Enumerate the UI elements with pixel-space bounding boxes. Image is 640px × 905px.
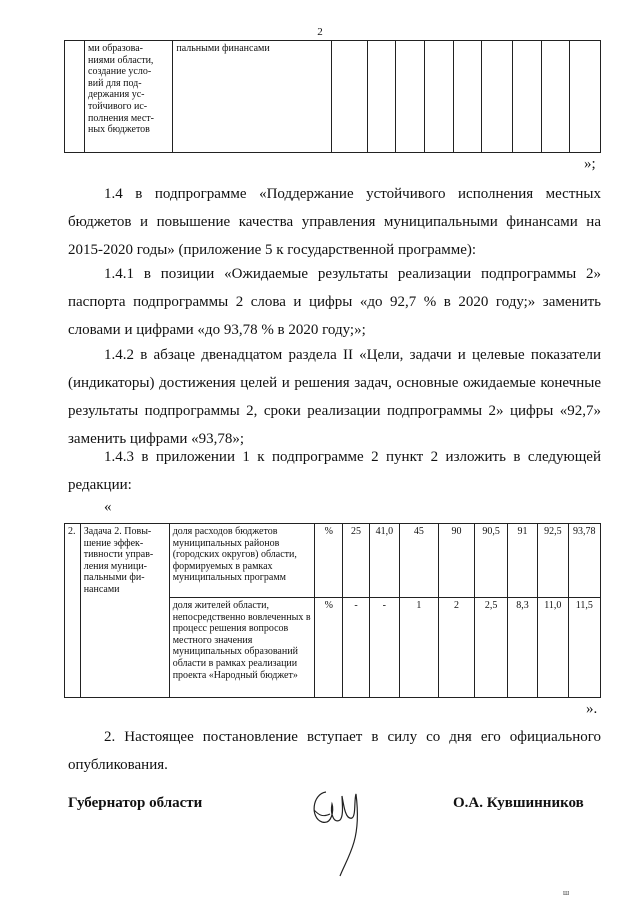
- table-cell-indicator: пальными финансами: [173, 41, 332, 153]
- table-cell-value: 93,78: [568, 524, 600, 598]
- table-cell-empty: [481, 41, 512, 153]
- table-cell-number: 2.: [65, 524, 81, 698]
- table-cell-value: 90: [438, 524, 475, 598]
- table-cell-empty: [512, 41, 541, 153]
- paragraph-2: 2. Настоящее постановление вступает в силу со дня его официального опубликования.: [68, 729, 601, 773]
- paragraph-1-4: 1.4 в подпрограмме «Поддержание устойчивого исполнения местных бюджетов и повышение качества управления муниципальными финансами на 2015-2020 годы» (приложение 5 к государственной программе):: [68, 186, 601, 258]
- table-cell-task: ми образова- ниями области, создание усло- вий для под- держания ус- тойчивого ис- полнения мест- ных бюджетов: [85, 41, 173, 153]
- table-cell-value: 1: [400, 598, 439, 698]
- continuation-table: [64, 40, 601, 153]
- page-number: 2: [317, 26, 323, 38]
- table-cell-value: 2: [438, 598, 475, 698]
- table-cell-indicator: доля жителей области, непосредственно вовлеченных в процесс решения вопросов местного значения муниципальных образований области в рамках реализации проекта «Народный бюджет»: [169, 598, 315, 698]
- footer-mark: ш: [563, 888, 570, 897]
- closing-quote: »;: [584, 156, 596, 172]
- table-cell-empty: [367, 41, 395, 153]
- closing-quote: ».: [586, 701, 598, 717]
- table-cell-value: 41,0: [369, 524, 399, 598]
- paragraph-1-4-3: 1.4.3 в приложении 1 к подпрограмме 2 пункт 2 изложить в следующей редакции:: [68, 449, 601, 493]
- signature-position: Губернатор области: [68, 795, 203, 811]
- table-cell-value: 90,5: [475, 524, 507, 598]
- table-cell-value: -: [343, 598, 369, 698]
- table-cell-value: 2,5: [475, 598, 507, 698]
- table-cell-empty: [542, 41, 570, 153]
- table-cell-value: 11,0: [538, 598, 568, 698]
- handwritten-signature: [308, 780, 378, 880]
- opening-quote: «: [104, 499, 112, 515]
- table-cell-indicator: доля расходов бюджетов муниципальных районов (городских округов) области, формируемых в рамках муниципальных программ: [169, 524, 315, 598]
- indicators-table: [64, 523, 601, 698]
- table-cell-value: 45: [400, 524, 439, 598]
- paragraph-1-4-2: 1.4.2 в абзаце двенадцатом раздела II «Цели, задачи и целевые показатели (индикаторы) достижения целей и решения задач, основные ожидаемые конечные результаты подпрограммы 2, сроки реализации подпрограммы 2» цифры «92,7» заменить цифрами «93,78»;: [68, 347, 601, 447]
- table-cell-empty: [395, 41, 424, 153]
- table-cell-unit: %: [315, 524, 343, 598]
- table-cell-empty: [65, 41, 85, 153]
- signature-name: О.А. Кувшинников: [453, 795, 584, 811]
- table-cell-value: 11,5: [568, 598, 600, 698]
- paragraph-1-4-1: 1.4.1 в позиции «Ожидаемые результаты реализации подпрограммы 2» паспорта подпрограммы 2 слова и цифры «до 92,7 % в 2020 году;» заменить словами и цифрами «до 93,78 % в 2020 году;»;: [68, 266, 601, 338]
- table-cell-empty: [425, 41, 453, 153]
- table-cell-value: 25: [343, 524, 369, 598]
- table-cell-unit: %: [315, 598, 343, 698]
- table-cell-empty: [570, 41, 601, 153]
- table-cell-task: Задача 2. Повы- шение эффек- тивности управ- ления муници- пальными фи- нансами: [80, 524, 169, 698]
- table-cell-value: 91: [507, 524, 537, 598]
- table-cell-empty: [332, 41, 367, 153]
- table-cell-value: -: [369, 598, 399, 698]
- table-cell-value: 92,5: [538, 524, 568, 598]
- table-cell-value: 8,3: [507, 598, 537, 698]
- table-cell-empty: [453, 41, 481, 153]
